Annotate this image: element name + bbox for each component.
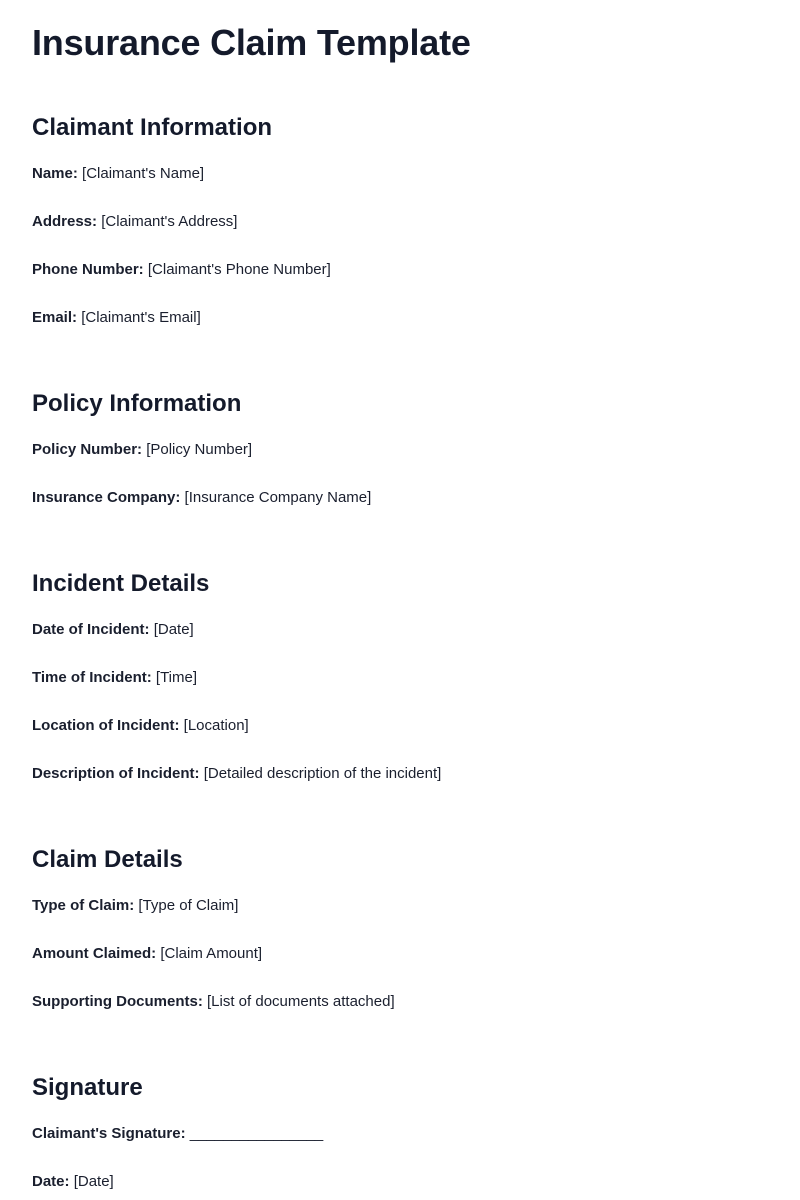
section-heading: Incident Details	[32, 570, 210, 597]
section-heading: Claimant Information	[32, 114, 273, 141]
field-label: Time of Incident:	[32, 669, 152, 686]
field-label: Amount Claimed:	[32, 945, 157, 962]
field-value: [Detailed description of the incident]	[203, 765, 442, 782]
field-value: [Date]	[73, 1173, 114, 1190]
field-time-of-incident	[32, 668, 768, 688]
section-claimant-information	[32, 111, 768, 328]
field-value: [Claimant's Email]	[81, 309, 201, 326]
field-type-of-claim	[32, 896, 768, 916]
field-value: [List of documents attached]	[207, 993, 395, 1010]
section-signature	[32, 1071, 768, 1192]
field-label: Date of Incident:	[32, 621, 150, 638]
section-heading: Claim Details	[32, 846, 183, 873]
field-value: [Claim Amount]	[160, 945, 263, 962]
section-policy-information	[32, 387, 768, 508]
field-value: [Type of Claim]	[138, 897, 239, 914]
field-label: Location of Incident:	[32, 717, 180, 734]
field-policy-number	[32, 440, 768, 460]
field-value: [Policy Number]	[146, 441, 253, 458]
field-label: Policy Number:	[32, 441, 143, 458]
field-label: Address:	[32, 213, 98, 230]
field-value: [Time]	[155, 669, 198, 686]
field-label: Name:	[32, 165, 78, 182]
section-heading: Signature	[32, 1074, 143, 1101]
field-value: [Location]	[183, 717, 249, 734]
field-insurance-company	[32, 488, 768, 508]
field-value: [Claimant's Phone Number]	[147, 261, 331, 278]
field-email	[32, 308, 768, 328]
field-label: Email:	[32, 309, 78, 326]
field-label: Supporting Documents:	[32, 993, 203, 1010]
field-label: Phone Number:	[32, 261, 144, 278]
field-value: [Date]	[153, 621, 194, 638]
signature-line: ________________	[189, 1125, 324, 1142]
field-amount-claimed	[32, 944, 768, 964]
section-heading: Policy Information	[32, 390, 242, 417]
field-address	[32, 212, 768, 232]
field-signature-date	[32, 1172, 768, 1192]
field-description-of-incident	[32, 764, 768, 784]
field-supporting-documents	[32, 992, 768, 1012]
field-label: Claimant's Signature:	[32, 1125, 186, 1142]
field-value: [Claimant's Address]	[101, 213, 238, 230]
field-phone-number	[32, 260, 768, 280]
field-value: [Insurance Company Name]	[184, 489, 372, 506]
field-label: Type of Claim:	[32, 897, 135, 914]
field-claimants-signature	[32, 1124, 768, 1144]
field-location-of-incident	[32, 716, 768, 736]
field-name	[32, 164, 768, 184]
document-title: Insurance Claim Template	[32, 22, 471, 63]
section-incident-details	[32, 567, 768, 784]
field-label: Description of Incident:	[32, 765, 200, 782]
field-label: Insurance Company:	[32, 489, 181, 506]
field-label: Date:	[32, 1173, 70, 1190]
section-claim-details	[32, 843, 768, 1012]
field-value: [Claimant's Name]	[82, 165, 205, 182]
field-date-of-incident	[32, 620, 768, 640]
